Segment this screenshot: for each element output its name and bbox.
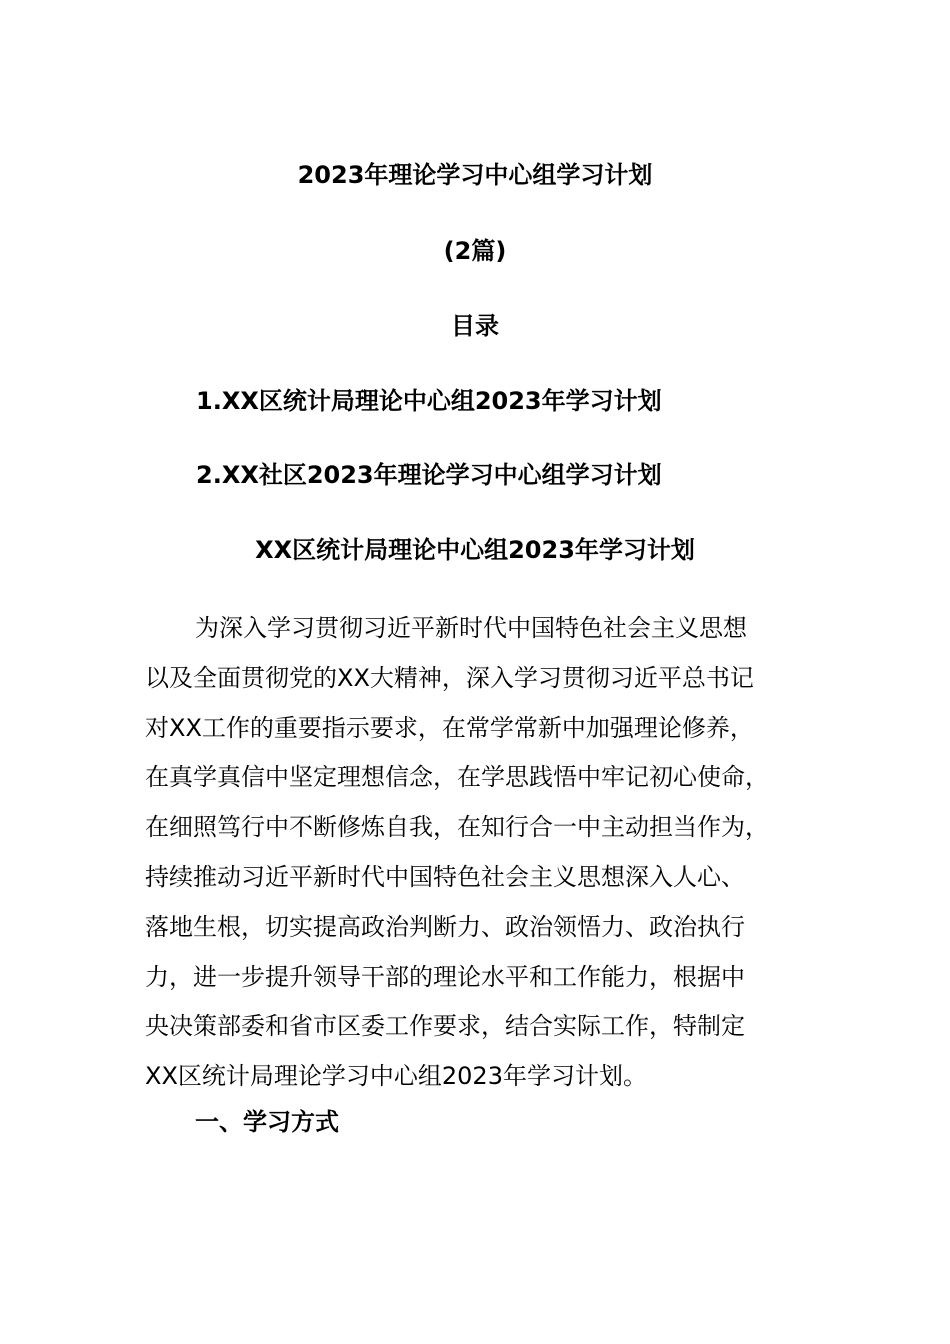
paragraph-line: 落地生根，切实提高政治判断力、政治领悟力、政治执行 [145, 912, 745, 941]
paragraph-line: 力，进一步提升领导干部的理论水平和工作能力，根据中 [145, 962, 745, 991]
paragraph-line: 央决策部委和省市区委工作要求，结合实际工作，特制定 [145, 1012, 745, 1041]
paragraph-line: 以及全面贯彻党的XX大精神，深入学习贯彻习近平总书记 [145, 663, 754, 692]
paragraph-line: XX区统计局理论学习中心组2023年学习计划。 [145, 1062, 647, 1091]
paragraph-line: 对XX工作的重要指示要求，在常学常新中加强理论修养， [145, 713, 754, 742]
paragraph-line: 持续推动习近平新时代中国特色社会主义思想深入人心、 [145, 862, 745, 891]
section-heading: 一、学习方式 [195, 1108, 339, 1136]
toc-heading: 目录 [451, 312, 499, 340]
body-paragraph [145, 604, 805, 1102]
document-subtitle: (2篇) [443, 237, 507, 265]
toc-item-2: 2.XX社区2023年理论学习中心组学习计划 [196, 461, 662, 489]
paragraph-line: 在真学真信中坚定理想信念，在学思践悟中牢记初心使命， [145, 763, 769, 792]
toc-item-1: 1.XX区统计局理论中心组2023年学习计划 [196, 387, 662, 415]
paragraph-line: 为深入学习贯彻习近平新时代中国特色社会主义思想 [195, 614, 747, 642]
document-title: 2023年理论学习中心组学习计划 [297, 161, 653, 189]
article-title: XX区统计局理论中心组2023年学习计划 [255, 536, 695, 564]
paragraph-line: 在细照笃行中不断修炼自我，在知行合一中主动担当作为， [145, 813, 769, 842]
